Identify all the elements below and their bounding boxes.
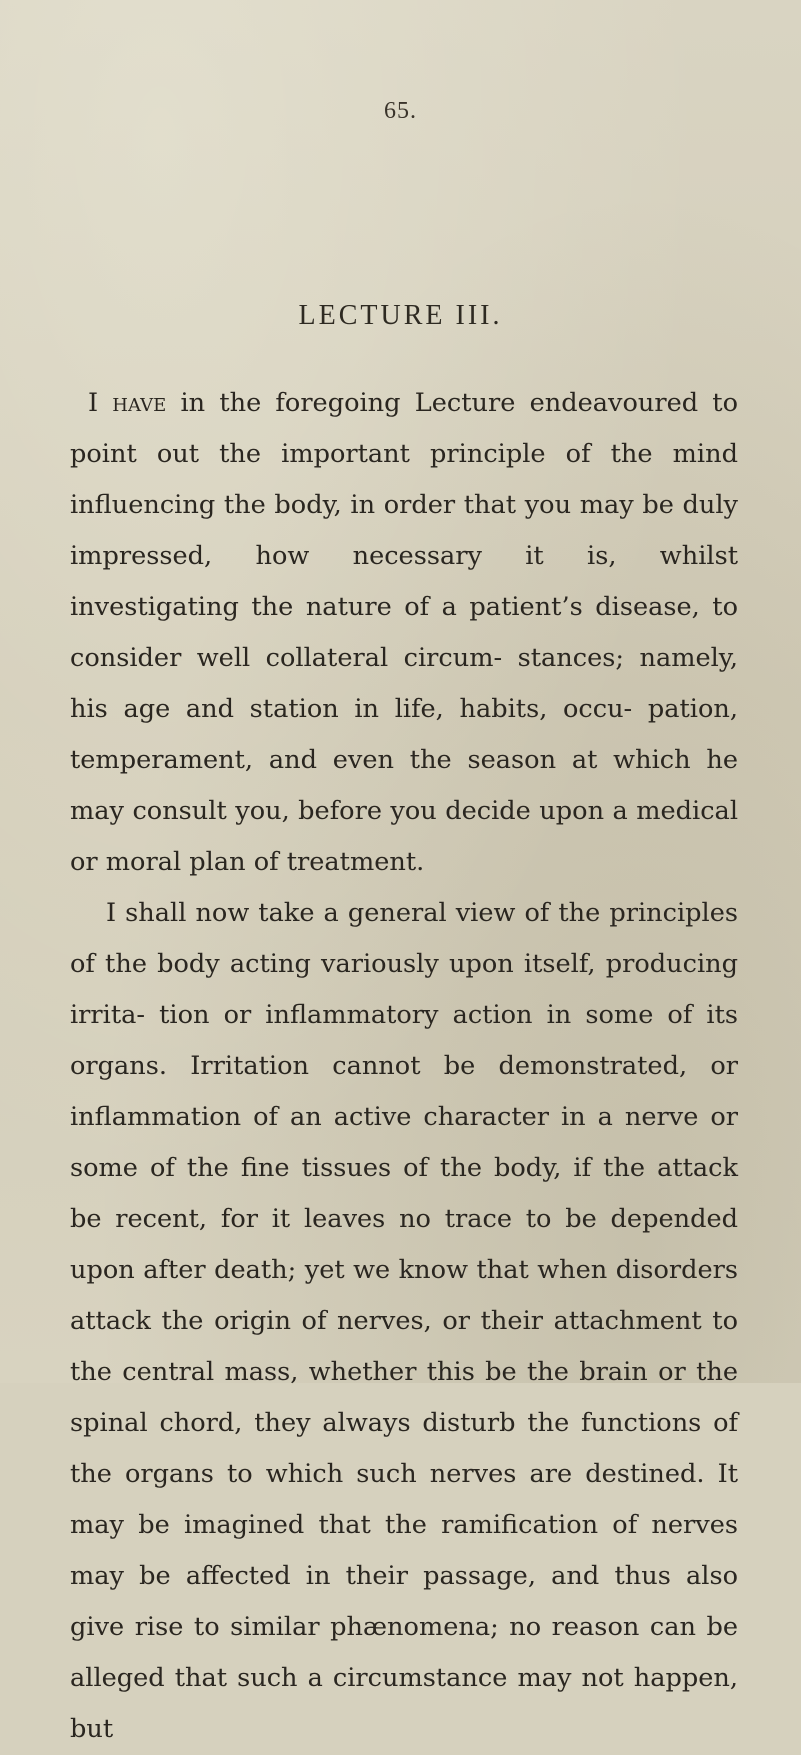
page-number: 65. [384, 98, 417, 124]
body-text [70, 378, 738, 1755]
paragraph-text: in the foregoing Lecture endeavoured to point out the important principle of the mind influencing the body, in order that you may be duly impressed, how necessary it is, whilst investigating the nature of a patient’s disease, to consider well collateral circum- stances; namely, his age and station in life, habits, occu- pation, temperament, and even the season at which he may consult you, before you decide upon a medical or moral plan of treatment. [70, 388, 738, 877]
paragraph-1 [70, 378, 738, 888]
lecture-title: LECTURE III. [298, 300, 503, 331]
paragraph-lead: I have [88, 388, 167, 418]
paragraph-text: I shall now take a general view of the principles of the body acting variously upon itself, producing irrita- tion or inflammatory action in some of its organs. Irritation cannot be demonstrated, or inflammation of an active character in a nerve or some of the fine tissues of the body, if the attack be recent, for it leaves no trace to be depended upon after death; yet we know that when disorders attack the origin of nerves, or their attachment to the central mass, whether this be the brain or the spinal chord, they always disturb the functions of the organs to which such nerves are destined. It may be imagined that the ramification of nerves may be affected in their passage, and thus also give rise to similar phænomena; no reason can be alleged that such a circumstance may not happen, but [70, 898, 738, 1744]
paragraph-2 [70, 888, 738, 1755]
